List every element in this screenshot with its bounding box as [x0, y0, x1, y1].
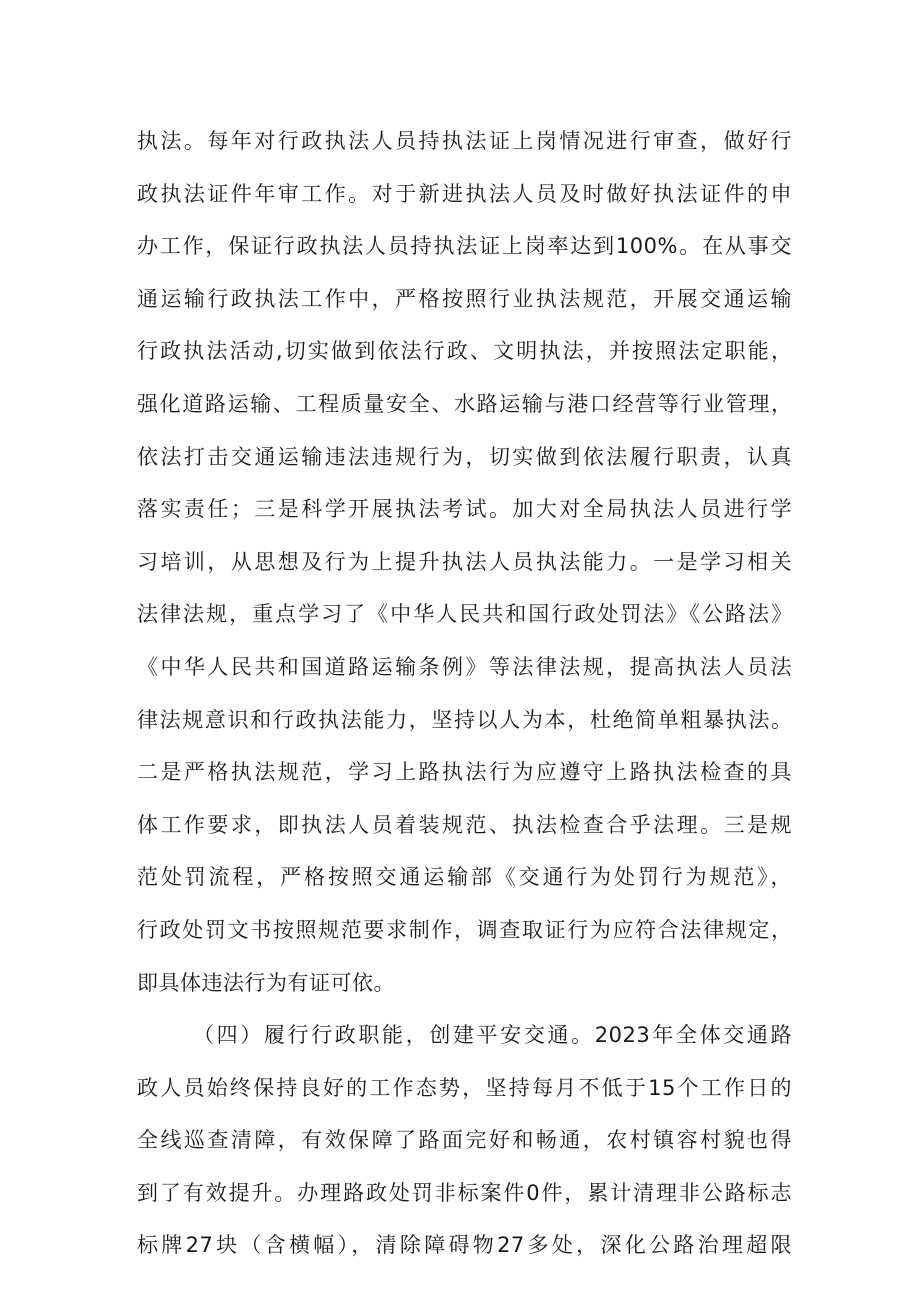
text-line: 到了有效提升。办理路政处罚非标案件0件，累计清理非公路标志 — [137, 1180, 792, 1205]
text-line: 行政处罚文书按照规范要求制作，调查取证行为应符合法律规定， — [137, 917, 792, 942]
text-line: 办工作，保证行政执法人员持执法证上岗率达到100%。在从事交 — [137, 234, 792, 259]
text-line: 政人员始终保持良好的工作态势，坚持每月不低于15个工作日的 — [137, 1075, 792, 1100]
text-line: 行政执法活动,切实做到依法行政、文明执法，并按照法定职能， — [137, 339, 792, 364]
text-line: 法律法规，重点学习了《中华人民共和国行政处罚法》《公路法》 — [137, 602, 792, 627]
text-line: 执法。每年对行政执法人员持执法证上岗情况进行审查，做好行 — [137, 129, 792, 153]
text-line: 通运输行政执法工作中，严格按照行业执法规范，开展交通运输 — [137, 286, 792, 311]
text-line: 体工作要求，即执法人员着装规范、执法检查合乎法理。三是规 — [137, 812, 792, 837]
text-line: 即具体违法行为有证可依。 — [137, 970, 395, 995]
text-line: 落实责任；三是科学开展执法考试。加大对全局执法人员进行学 — [137, 497, 792, 522]
section-heading-line: （四）履行行政职能，创建平安交通。2023年全体交通路 — [193, 1023, 792, 1048]
text-line: 二是严格执法规范，学习上路执法行为应遵守上路执法检查的具 — [137, 760, 792, 785]
text-line: 范处罚流程，严格按照交通运输部《交通行为处罚行为规范》， — [137, 865, 792, 890]
text-line: 强化道路运输、工程质量安全、水路运输与港口经营等行业管理， — [137, 391, 792, 416]
body-text — [137, 115, 792, 1272]
paragraph-1 — [137, 115, 792, 1009]
text-line: 依法打击交通运输违法违规行为，切实做到依法履行职责，认真 — [137, 444, 792, 469]
text-line: 《中华人民共和国道路运输条例》等法律法规，提高执法人员法 — [137, 654, 792, 679]
text-line: 律法规意识和行政执法能力，坚持以人为本，杜绝简单粗暴执法。 — [137, 707, 792, 732]
text-line: 全线巡查清障，有效保障了路面完好和畅通，农村镇容村貌也得 — [137, 1128, 792, 1153]
text-line: 标牌27块（含横幅），清除障碍物27多处，深化公路治理超限 — [137, 1233, 792, 1258]
text-line: 政执法证件年审工作。对于新进执法人员及时做好执法证件的申 — [137, 181, 792, 206]
paragraph-2 — [137, 1009, 792, 1272]
text-line: 习培训，从思想及行为上提升执法人员执法能力。一是学习相关 — [137, 549, 792, 574]
